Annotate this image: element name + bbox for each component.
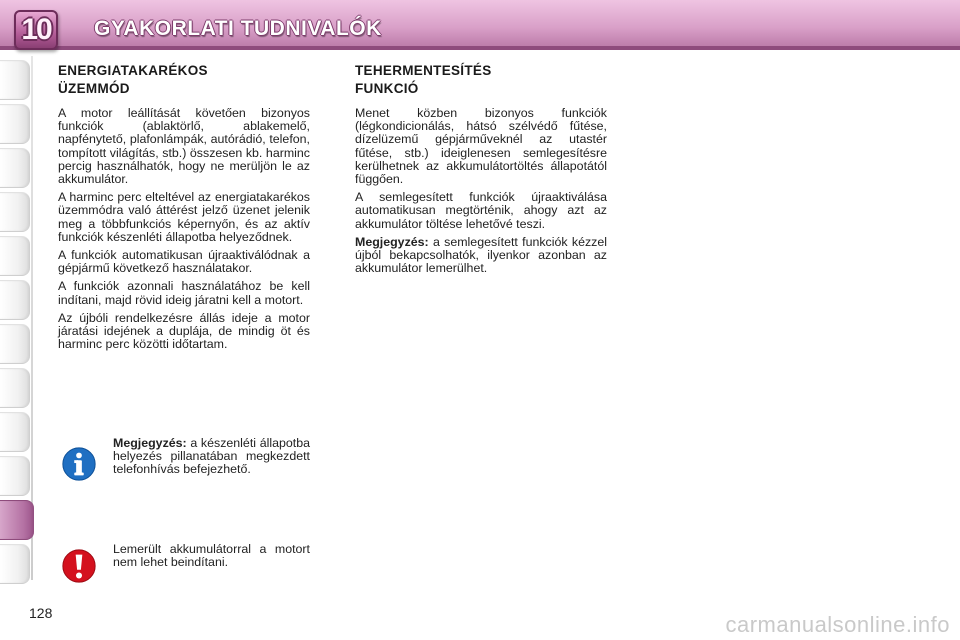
chapter-tab-active[interactable] <box>0 500 34 540</box>
paragraph: Az újbóli rendelkezésre állás ideje a motor járatási idejének a duplája, de mindig öt és harminc perc közötti időtartam. <box>58 310 310 352</box>
chapter-number: 10 <box>21 13 51 46</box>
note-body: a készenléti állapotba helyezés pillanatában megkezdett telefonhívás befejezhető. <box>113 436 310 477</box>
info-note-text <box>113 437 310 477</box>
chapter-tab[interactable] <box>0 412 30 452</box>
warning-note-text: Lemerült akkumulátorral a motort nem lehet beindítani. <box>113 542 310 570</box>
paragraph: A funkciók automatikusan újraaktiválódnak a gépjármű következő használatakor. <box>58 248 310 276</box>
page-number: 128 <box>29 605 53 621</box>
paragraph: A semlegesített funkciók újraaktiválása automatikusan megtörténik, ahogy azt az akkumulátor töltése lehetővé teszi. <box>355 190 607 231</box>
header-stripe <box>0 46 960 50</box>
chapter-tab[interactable] <box>0 104 30 144</box>
warning-note <box>58 543 310 569</box>
chapter-tab[interactable] <box>0 148 30 188</box>
chapter-tab[interactable] <box>0 544 30 584</box>
note-paragraph <box>355 236 607 276</box>
note-label: Megjegyzés: <box>113 436 187 450</box>
heading-line: FUNKCIÓ <box>355 81 419 96</box>
chapter-tab[interactable] <box>0 280 30 320</box>
chapter-tab[interactable] <box>0 324 30 364</box>
paragraph: A motor leállítását követően bizonyos funkciók (ablaktörlő, ablakemelő, napfénytető, plafonlámpák, autórádió, telefon, tompított világítás, stb.) összesen kb. harminc percig használhatók, hogy ne merüljön le az akkumulátor. <box>58 106 310 187</box>
section-heading <box>58 62 310 98</box>
page-title: GYAKORLATI TUDNIVALÓK <box>94 17 382 40</box>
heading-line: ENERGIATAKARÉKOS <box>58 63 208 78</box>
paragraph: Menet közben bizonyos funkciók (légkondicionálás, hátsó szélvédő fűtése, dízelüzemű gépjárműveknél az utastér fűtése, stb.) ideiglenesen semlegesítésre kerülhetnek az akkumulátortöltés állapotától függően. <box>355 106 607 187</box>
note-text: a semlegesített funkciók kézzel újból bekapcsolhatók, ilyenkor azonban az akkumulátor lemerülhet. <box>355 234 607 276</box>
paragraph: A funkciók azonnali használatához be kell indítani, majd rövid ideig járatni kell a motort. <box>58 279 310 307</box>
chapter-tab[interactable] <box>0 456 30 496</box>
section-heading <box>355 62 607 98</box>
note-label: Megjegyzés: <box>355 234 429 249</box>
paragraph: A harminc perc elteltével az energiatakarékos üzemmódra való áttérést jelző üzenet jelenik meg a többfunkciós képernyőn, és az aktív funkciók készenléti állapotba helyeződnek. <box>58 190 310 244</box>
heading-line: TEHERMENTESÍTÉS <box>355 63 492 78</box>
info-icon <box>60 445 98 483</box>
watermark: carmanualsonline.info <box>725 612 950 637</box>
chapter-tab[interactable] <box>0 60 30 100</box>
chapter-tab[interactable] <box>0 192 30 232</box>
info-note <box>58 437 310 477</box>
chapter-tabs <box>0 60 40 588</box>
chapter-tab[interactable] <box>0 236 30 276</box>
chapter-tab[interactable] <box>0 368 30 408</box>
exclamation-icon <box>60 547 98 585</box>
chapter-badge <box>14 10 58 50</box>
heading-line: ÜZEMMÓD <box>58 81 130 96</box>
chapter-header <box>0 0 960 50</box>
energy-saving-section <box>58 62 310 356</box>
load-shedding-section <box>355 62 607 280</box>
